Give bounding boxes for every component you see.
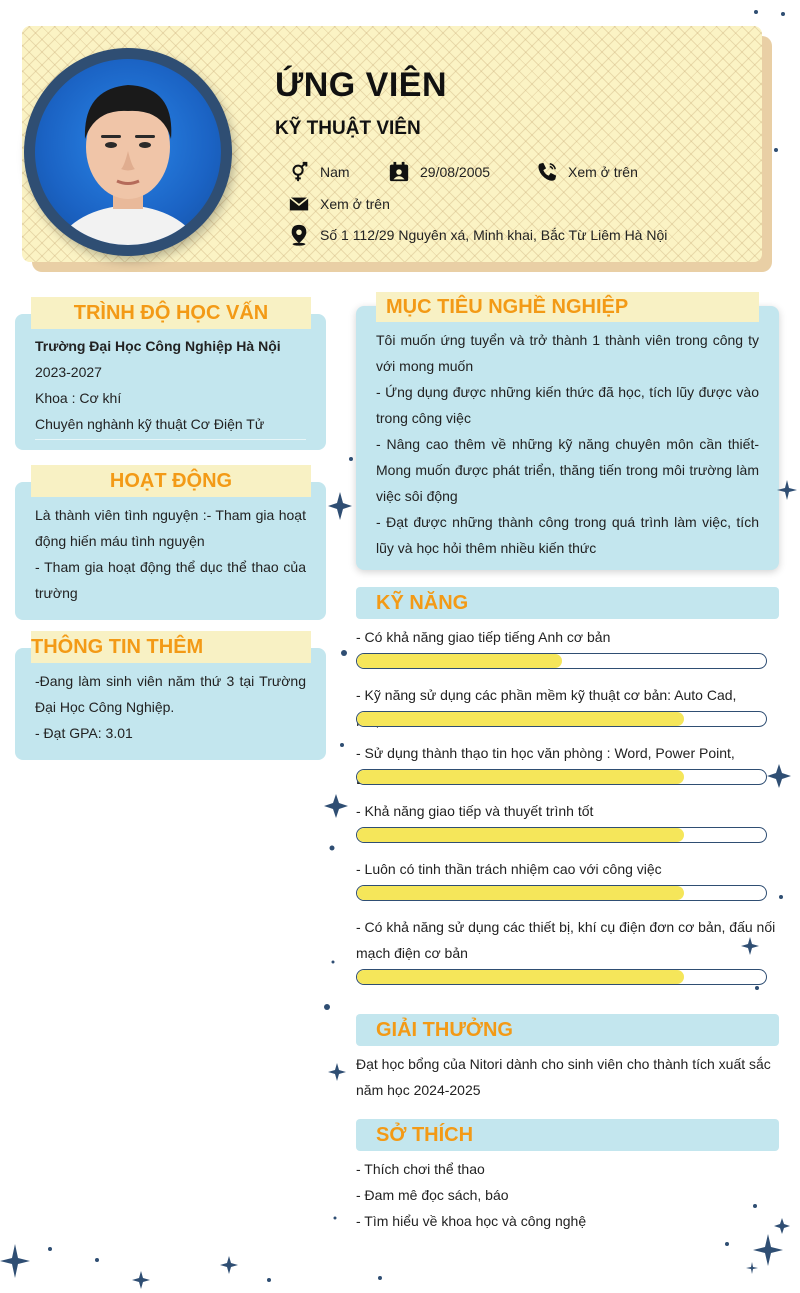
major: Chuyên nghành kỹ thuật Cơ Điện Tử [35,416,265,432]
skill-label: - Khả năng giao tiếp và thuyết trình tốt [356,803,594,819]
skill-label: - Luôn có tinh thần trách nhiệm cao với công việc [356,861,662,877]
address-value: Số 1 112/29 Nguyên xá, Minh khai, Bắc Từ Liêm Hà Nội [320,227,668,243]
faculty: Khoa : Cơ khí [35,390,122,406]
hobby-item: - Tìm hiểu về khoa học và công nghệ [356,1213,587,1229]
hobbies-content [356,1156,779,1234]
sparkle-icon [328,1063,346,1081]
phone-icon [536,161,558,183]
skills-heading: KỸ NĂNG [356,587,779,619]
skill-label: - Có khả năng sử dụng các thiết bị, khí cụ điện đơn cơ bản, đấu nối mạch điện cơ bản [356,919,776,961]
study-years: 2023-2027 [35,364,102,380]
skill-bar [356,769,767,785]
skill-label: - Kỹ năng sử dụng các phần mềm kỹ thuật cơ bản: Auto Cad, [356,687,737,703]
avatar [24,48,232,256]
email-value: Xem ở trên [320,196,390,212]
awards-text: Đạt học bổng của Nitori dành cho sinh viên cho thành tích xuất sắc năm học 2024-2025 [356,1056,771,1098]
skill-bar-fill [357,712,684,726]
profile-photo [35,59,221,245]
sparkle-icon [777,480,797,500]
hobby-item: - Đam mê đọc sách, báo [356,1187,509,1203]
birthdate-info [388,161,490,183]
skill-bar [356,969,767,985]
skill-bar-fill [357,886,684,900]
hobby-item: - Thích chơi thể thao [356,1161,485,1177]
location-pin-icon [288,224,310,246]
skill-bar [356,885,767,901]
sparkle-icon [753,1234,783,1266]
address-info [288,224,667,246]
candidate-name: ỨNG VIÊN [275,66,448,104]
additional-info-item: - Đạt GPA: 3.01 [35,725,133,741]
sparkle-icon [324,794,348,818]
skill-bar-fill [357,970,684,984]
job-title: KỸ THUẬT VIÊN [275,118,421,139]
additional-info-content [35,668,306,746]
activity-item: Là thành viên tình nguyện :- Tham gia hoạt động hiến máu tình nguyện [35,507,306,549]
skill-bar-fill [357,654,562,668]
activities-heading: HOẠT ĐỘNG [31,465,311,497]
goal-item: - Đạt được những thành công trong quá trình làm việc, tích lũy và học hỏi thêm nhiều kiến thức [376,514,759,556]
education-divider [35,439,306,440]
goal-item: Tôi muốn ứng tuyển và trở thành 1 thành viên trong công ty với mong muốn [376,332,759,374]
career-goal-content [376,327,759,561]
skill-bar-fill [357,770,684,784]
goal-item: - Nâng cao thêm về những kỹ năng chuyên môn cần thiết- Mong muốn được phát triển, thăng tiến trong môi trường làm việc sôi động [376,436,759,504]
phone-value: Xem ở trên [568,164,638,180]
skill-bar [356,711,767,727]
education-content [35,333,306,437]
sparkle-icon [328,492,352,520]
phone-info [536,161,638,183]
sparkle-icon [0,1244,30,1278]
envelope-icon [288,193,310,215]
skill-bar-fill [357,828,684,842]
gender-value: Nam [320,164,350,180]
calendar-icon [388,161,410,183]
skill-label: - Có khả năng giao tiếp tiếng Anh cơ bản [356,629,611,645]
hobbies-heading: SỞ THÍCH [356,1119,779,1151]
gender-icon [288,161,310,183]
activity-item: - Tham gia hoạt động thể dục thể thao của trường [35,559,306,601]
awards-heading: GIẢI THƯỞNG [356,1014,779,1046]
skill-bar [356,827,767,843]
education-heading: TRÌNH ĐỘ HỌC VẤN [31,297,311,329]
skill-label: - Sử dụng thành thạo tin học văn phòng : Word, Power Point, [356,745,735,761]
birthdate-value: 29/08/2005 [420,164,491,180]
goal-item: - Ứng dụng được những kiến thức đã học, tích lũy được vào trong công việc [376,384,759,426]
skill-bar [356,653,767,669]
sparkle-icon [746,1262,758,1274]
sparkle-icon [132,1271,150,1289]
email-info [288,193,390,215]
activities-content [35,502,306,606]
sparkle-icon [220,1256,238,1274]
school-name: Trường Đại Học Công Nghiệp Hà Nội [35,338,281,354]
career-goal-heading: MỤC TIÊU NGHỀ NGHIỆP [376,292,759,322]
additional-info-heading: THÔNG TIN THÊM [31,631,311,663]
gender-info [288,161,350,183]
additional-info-item: -Đang làm sinh viên năm thứ 3 tại Trường Đại Học Công Nghiệp. [35,673,306,715]
